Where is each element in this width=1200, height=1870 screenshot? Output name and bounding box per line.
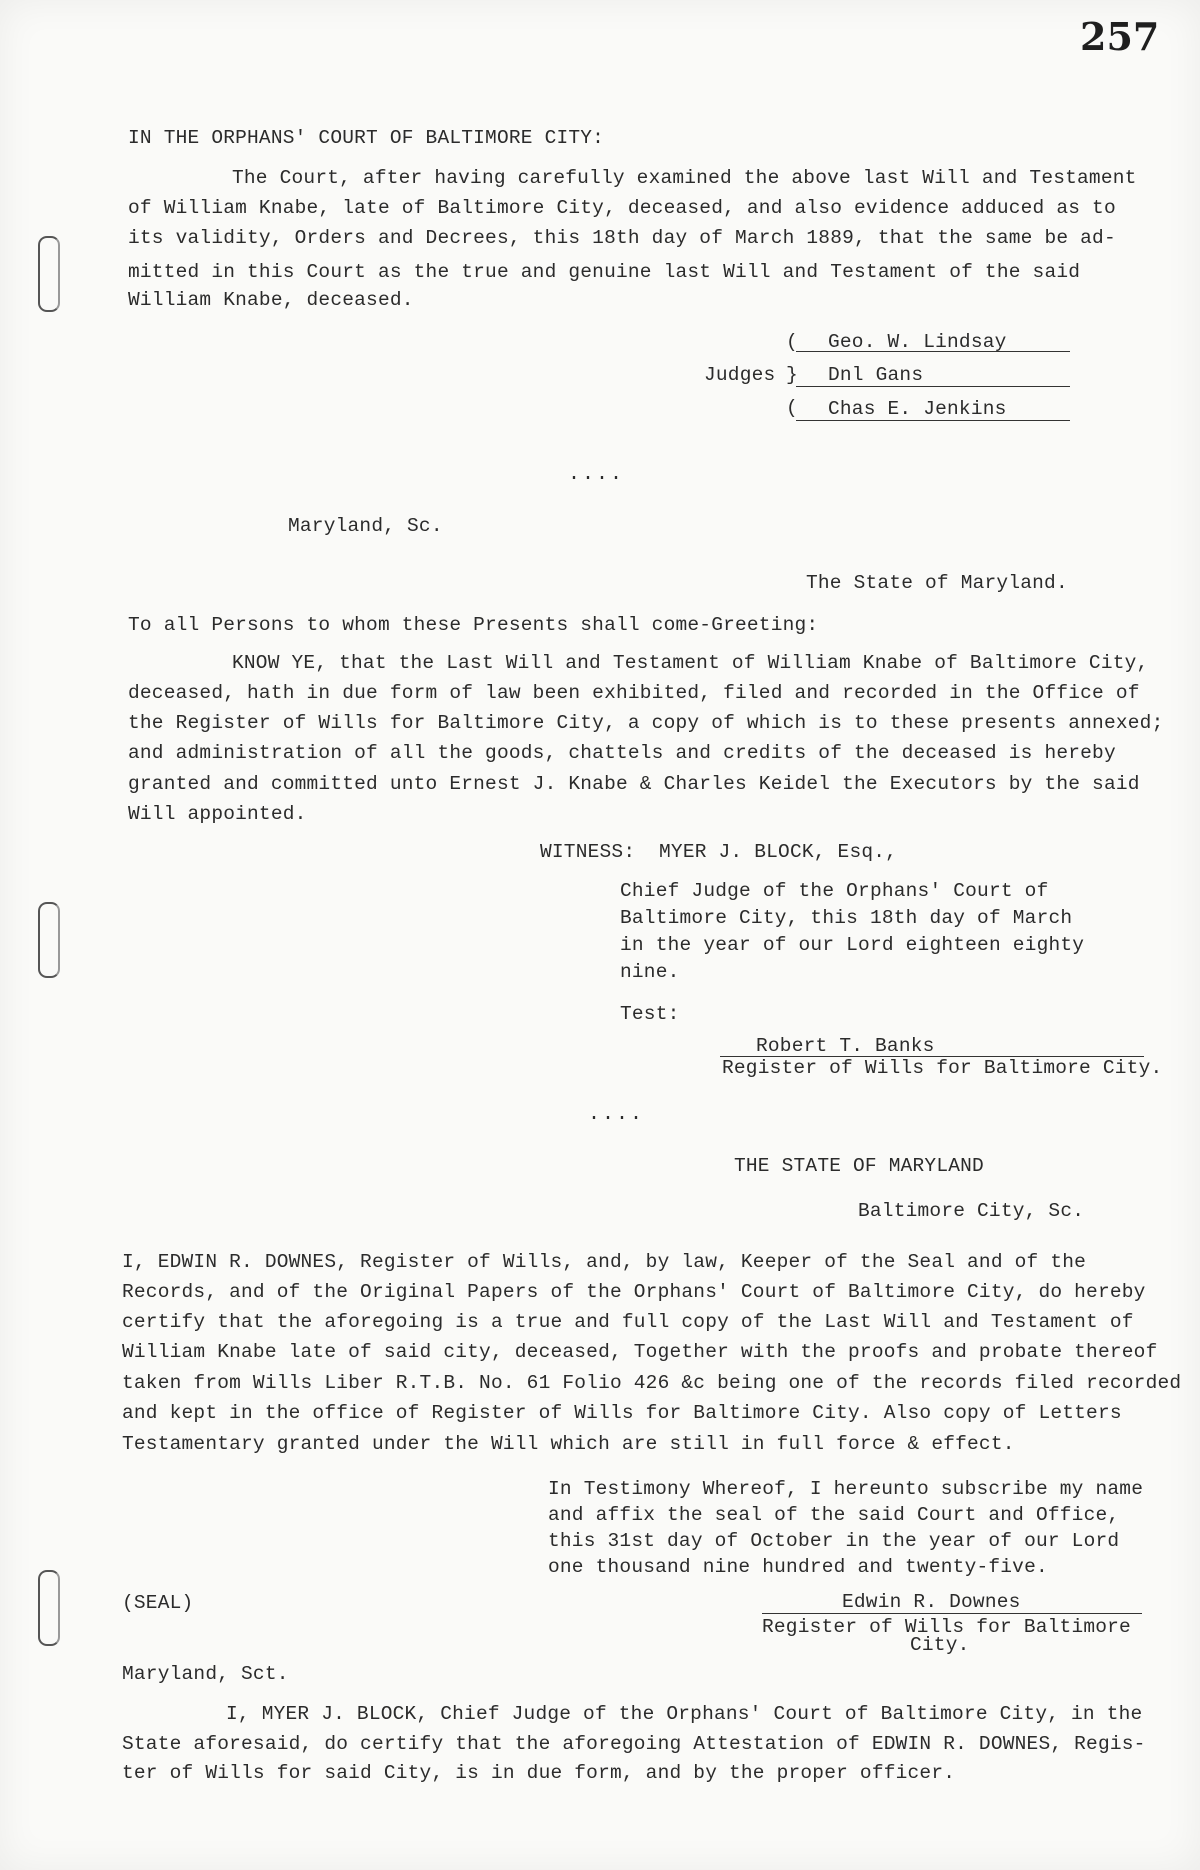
- attestation-line: State aforesaid, do certify that the aforegoing Attestation of EDWIN R. DOWNES, Regis-: [122, 1733, 1146, 1755]
- testimony-line: and affix the seal of the said Court and Office,: [548, 1504, 1120, 1526]
- register-title: Register of Wills for Baltimore City.: [722, 1057, 1163, 1079]
- letters-line: and administration of all the goods, chattels and credits of the deceased is hereby: [128, 742, 1116, 764]
- judges-label: Judges: [704, 364, 776, 386]
- certificate-heading: THE STATE OF MARYLAND: [734, 1155, 984, 1177]
- letters-line: the Register of Wills for Baltimore City, a copy of which is to these presents annexed;: [128, 712, 1164, 734]
- testimony-line: In Testimony Whereof, I hereunto subscribe my name: [548, 1478, 1144, 1500]
- witness-line: WITNESS: MYER J. BLOCK, Esq.,: [540, 841, 898, 863]
- order-line: mitted in this Court as the true and genuine last Will and Testament of the said: [128, 261, 1081, 283]
- letters-line: deceased, hath in due form of law been exhibited, filed and recorded in the Office of: [128, 682, 1140, 704]
- seal-label: (SEAL): [122, 1592, 194, 1614]
- downes-title: Register of Wills for Baltimore: [762, 1616, 1131, 1638]
- witness-detail: nine.: [620, 961, 680, 983]
- binder-hole-top: [38, 236, 60, 312]
- letters-state: The State of Maryland.: [806, 572, 1068, 594]
- certificate-line: taken from Wills Liber R.T.B. No. 61 Folio 426 &c being one of the records filed recorded: [122, 1372, 1182, 1394]
- judges-brace: ( } (: [786, 331, 798, 419]
- binder-hole-middle: [38, 902, 60, 978]
- letters-greeting: To all Persons to whom these Presents shall come-Greeting:: [128, 614, 819, 636]
- certificate-line: William Knabe late of said city, deceased, Together with the proofs and probate thereof: [122, 1341, 1158, 1363]
- attestation-heading: Maryland, Sct.: [122, 1663, 289, 1685]
- section-separator: ....: [588, 1103, 645, 1126]
- judge-signature-line: [796, 420, 1070, 421]
- certificate-place: Baltimore City, Sc.: [858, 1200, 1085, 1222]
- witness-detail: in the year of our Lord eighteen eighty: [620, 934, 1085, 956]
- letters-line: Will appointed.: [128, 803, 307, 825]
- certificate-line: and kept in the office of Register of Wills for Baltimore City. Also copy of Letters: [122, 1402, 1122, 1424]
- page-number: 257: [1080, 14, 1160, 59]
- judge-signature-line: [796, 386, 1070, 387]
- order-line: William Knabe, deceased.: [128, 289, 414, 311]
- letters-line: granted and committed unto Ernest J. Knabe & Charles Keidel the Executors by the said: [128, 773, 1140, 795]
- order-line: of William Knabe, late of Baltimore City, deceased, and also evidence adduced as to: [128, 197, 1116, 219]
- judge-signature-line: [796, 351, 1070, 352]
- letters-line: KNOW YE, that the Last Will and Testament of William Knabe of Baltimore City,: [232, 652, 1149, 674]
- test-label: Test:: [620, 1003, 680, 1025]
- downes-title: City.: [910, 1634, 970, 1656]
- letters-maryland-sc: Maryland, Sc.: [288, 515, 443, 537]
- testimony-line: one thousand nine hundred and twenty-five.: [548, 1556, 1048, 1578]
- attestation-line: ter of Wills for said City, is in due form, and by the proper officer.: [122, 1762, 956, 1784]
- section-separator: ....: [568, 463, 625, 486]
- downes-signature: Edwin R. Downes: [842, 1591, 1021, 1613]
- certificate-line: I, EDWIN R. DOWNES, Register of Wills, and, by law, Keeper of the Seal and of the: [122, 1251, 1087, 1273]
- witness-detail: Baltimore City, this 18th day of March: [620, 907, 1073, 929]
- judge-signature: Chas E. Jenkins: [828, 398, 1007, 420]
- judge-signature: Dnl Gans: [828, 364, 924, 386]
- attestation-line: I, MYER J. BLOCK, Chief Judge of the Orphans' Court of Baltimore City, in the: [226, 1703, 1143, 1725]
- testimony-line: this 31st day of October in the year of our Lord: [548, 1530, 1120, 1552]
- certificate-line: Testamentary granted under the Will which are still in full force & effect.: [122, 1433, 1015, 1455]
- order-line: its validity, Orders and Decrees, this 18th day of March 1889, that the same be ad-: [128, 227, 1116, 249]
- order-heading: IN THE ORPHANS' COURT OF BALTIMORE CITY:: [128, 127, 605, 149]
- judge-signature: Geo. W. Lindsay: [828, 331, 1007, 353]
- order-line: The Court, after having carefully examined the above last Will and Testament: [232, 167, 1137, 189]
- witness-detail: Chief Judge of the Orphans' Court of: [620, 880, 1049, 902]
- certificate-line: certify that the aforegoing is a true and full copy of the Last Will and Testament of: [122, 1311, 1134, 1333]
- certificate-line: Records, and of the Original Papers of the Orphans' Court of Baltimore City, do hereby: [122, 1281, 1146, 1303]
- register-signature: Robert T. Banks: [756, 1035, 935, 1057]
- binder-hole-bottom: [38, 1570, 60, 1646]
